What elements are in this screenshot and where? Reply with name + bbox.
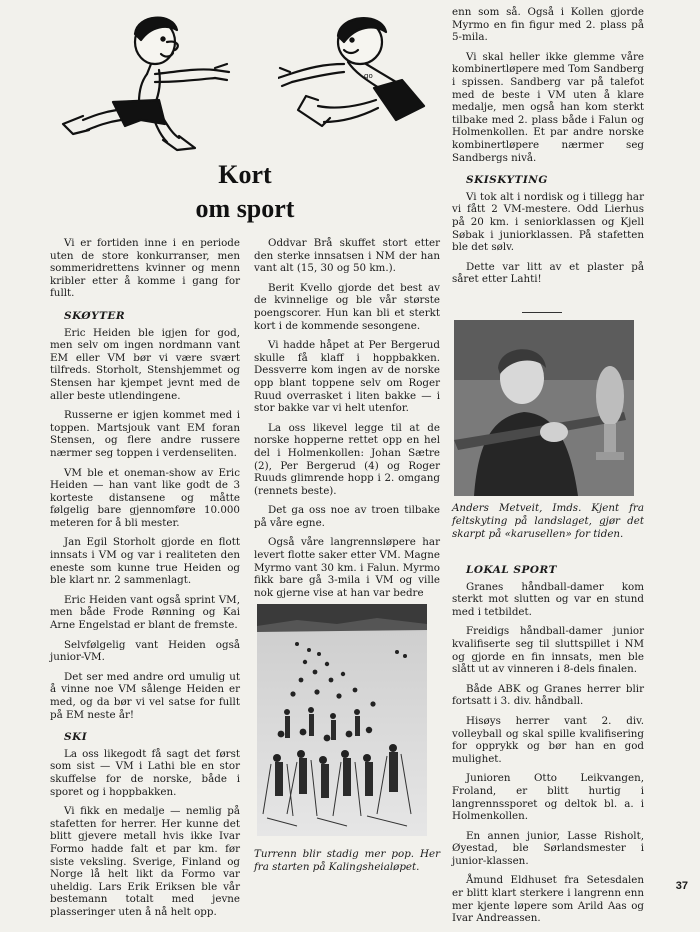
section-divider: [522, 312, 562, 313]
section-heading-skiskyting: SKISKYTING: [466, 174, 548, 187]
paragraph: Jan Egil Storholt gjorde en flott innsats i VM og var i realiteten den eneste som kunne true Heiden og ble klart nr. 2 sammenlagt.: [50, 536, 240, 587]
paragraph: Eric Heiden vant også sprint VM, men både Frode Rønning og Kai Arne Engelstad er blant de fremste.: [50, 593, 240, 632]
photo-ski-race-start: [257, 604, 427, 836]
title-line-1: Kort: [218, 160, 272, 189]
caption-ski-race: Turrenn blir stadig mer pop. Her fra starten på Kalingsheialøpet.: [254, 848, 440, 873]
paragraph: Granes håndball-damer kom sterkt mot slutten og var en stund med i tetbildet.: [452, 580, 644, 618]
paragraph: Russerne er igjen kommet med i toppen. Martsjouk vant EM foran Stensen, og flere andre russere nærmer seg toppen i verdenseliten.: [50, 409, 240, 459]
paragraph: Berit Kvello gjorde det best av de kvinnelige og ble vår største poengscorer. Hun kan bli et sterkt kort i de kommende sesongene.: [254, 281, 440, 332]
paragraph: Vi hadde håpet at Per Bergerud skulle få klaff i hoppbakken. Dessverre kom ingen av de norske opp blant toppene selv om Roger Ruud overrasket i liten bakke — i stor bakke var vi helt utenfor.: [254, 339, 440, 415]
cartoon-jumping-boy: [278, 10, 438, 140]
column-3-lokal-sport: [452, 564, 644, 932]
section-heading-ski: SKI: [64, 731, 88, 744]
cartoon-running-boy: [55, 12, 240, 152]
section-heading-lokal-sport: LOKAL SPORT: [466, 564, 557, 576]
paragraph: En annen junior, Lasse Risholt, Øyestad, ble Sørlandsmester i junior-klassen.: [452, 829, 644, 867]
paragraph-continued: enn som så. Også i Kollen gjorde Myrmo en fin figur med 2. plass på 5-mila.: [452, 6, 644, 44]
paragraph: La oss likegodt få sagt det først som sist — VM i Lathi ble en stor skuffelse for de norske, både i sporet og i hoppbakken.: [50, 747, 240, 798]
paragraph: VM ble et oneman-show av Eric Heiden — han vant like godt de 3 korteste distansene og måtte følgelig bare gjennomføre 10.000 meteren for å bli mester.: [50, 466, 240, 529]
portrait-with-trophy-image: [454, 320, 634, 496]
svg-text:go: go: [364, 72, 373, 80]
section-heading-skoyter: SKØYTER: [64, 309, 126, 322]
paragraph: Selvfølgelig vant Heiden også junior-VM.: [50, 638, 240, 664]
paragraph: Også våre langrennsløpere har levert flotte saker etter VM. Magne Myrmo vant 30 km. i Falun. Myrmo fikk bare gå 3-mila i VM og ville nok gjerne vise at han var bedre: [254, 536, 440, 599]
intro-paragraph: Vi er fortiden inne i en periode uten de store konkurranser, men sommeridrettens kvinner og menn kribler etter å komme i gang for fullt.: [50, 237, 240, 300]
paragraph: Freidigs håndball-damer junior kvalifiserte seg til sluttspillet i NM og gjorde en fin innsats, men ble slått ut av vinneren i 8-dels finalen.: [452, 625, 644, 676]
paragraph: Åmund Eldhuset fra Setesdalen er blitt klart sterkere i langrenn enn mer kjente løpere som Arild Aas og Ivar Andreassen.: [452, 874, 644, 925]
page-number: 37: [675, 880, 688, 892]
paragraph: Oddvar Brå skuffet stort etter den sterke innsatsen i NM der han vant alt (15, 30 og 50 km.).: [254, 237, 440, 275]
column-1: [50, 237, 240, 926]
paragraph: Både ABK og Granes herrer blir fortsatt i 3. div. håndball.: [452, 682, 644, 708]
paragraph: Det ser med andre ord umulig ut å vinne noe VM sålenge Heiden er med, og da bør vi vel satse for fullt på EM neste år!: [50, 670, 240, 721]
title-line-2: om sport: [195, 194, 295, 223]
paragraph: Hisøys herrer vant 2. div. volleyball og skal spille kvalifisering for opprykk og bør han en god mulighet.: [452, 714, 644, 765]
column-2: [254, 237, 440, 606]
paragraph: Vi fikk en medalje — nemlig på stafetten for herrer. Her kunne det blitt gjevere metall hvis ikke Ivar Formo hadde falt et par km. før siste veksling. Sverige, Finland og Norge lå helt likt da Formo var uheldig. Lars Erik Eriksen ble vår bestemann totalt med jevne plasseringer uten å nå helt opp.: [50, 805, 240, 918]
paragraph: Vi tok alt i nordisk og i tillegg har vi fått 2 VM-mestere. Odd Lierhus på 20 km. i seniorklassen og Kjell Søbak i juniorklassen. På stafetten ble det sølv.: [452, 190, 644, 254]
paragraph: Dette var litt av et plaster på såret etter Lahti!: [452, 260, 644, 286]
article-title: [170, 158, 320, 226]
photo-anders-metveit: [454, 320, 634, 496]
paragraph: La oss likevel legge til at de norske hopperne rettet opp en hel del i Holmenkollen: Johan Sætre (2), Per Bergerud (4) og Roger Ruuds glimrende hopp i 2. omgang (rennets beste).: [254, 421, 440, 497]
paragraph: Junioren Otto Leikvangen, Froland, er blitt hurtig i langrennssporet og deltok bl. a. i Holmenkollen.: [452, 772, 644, 823]
ski-race-crowd-image: [257, 604, 427, 836]
paragraph: Det ga oss noe av troen tilbake på våre egne.: [254, 504, 440, 529]
column-3: [452, 6, 644, 293]
paragraph: Vi skal heller ikke glemme våre kombinertløpere med Tom Sandberg i spissen. Sandberg var på talefot med de beste i VM uten å klare medalje, men også han kom sterkt tilbake med 2. plass både i Falun og Holmenkollen. Et par andre norske kombinertløpere nærmer seg Sandbergs nivå.: [452, 50, 644, 164]
caption-anders-metveit: Anders Metveit, Imds. Kjent fra feltskyting på landslaget, gjør det skarpt på «karusellen» for tiden.: [452, 502, 644, 540]
paragraph: Eric Heiden ble igjen for god, men selv om ingen nordmann vant EM eller VM bør vi være svært tilfreds. Storholt, Stenshjemmet og Stensen har kjempet jevnt med de aller beste utlendingene.: [50, 326, 240, 402]
